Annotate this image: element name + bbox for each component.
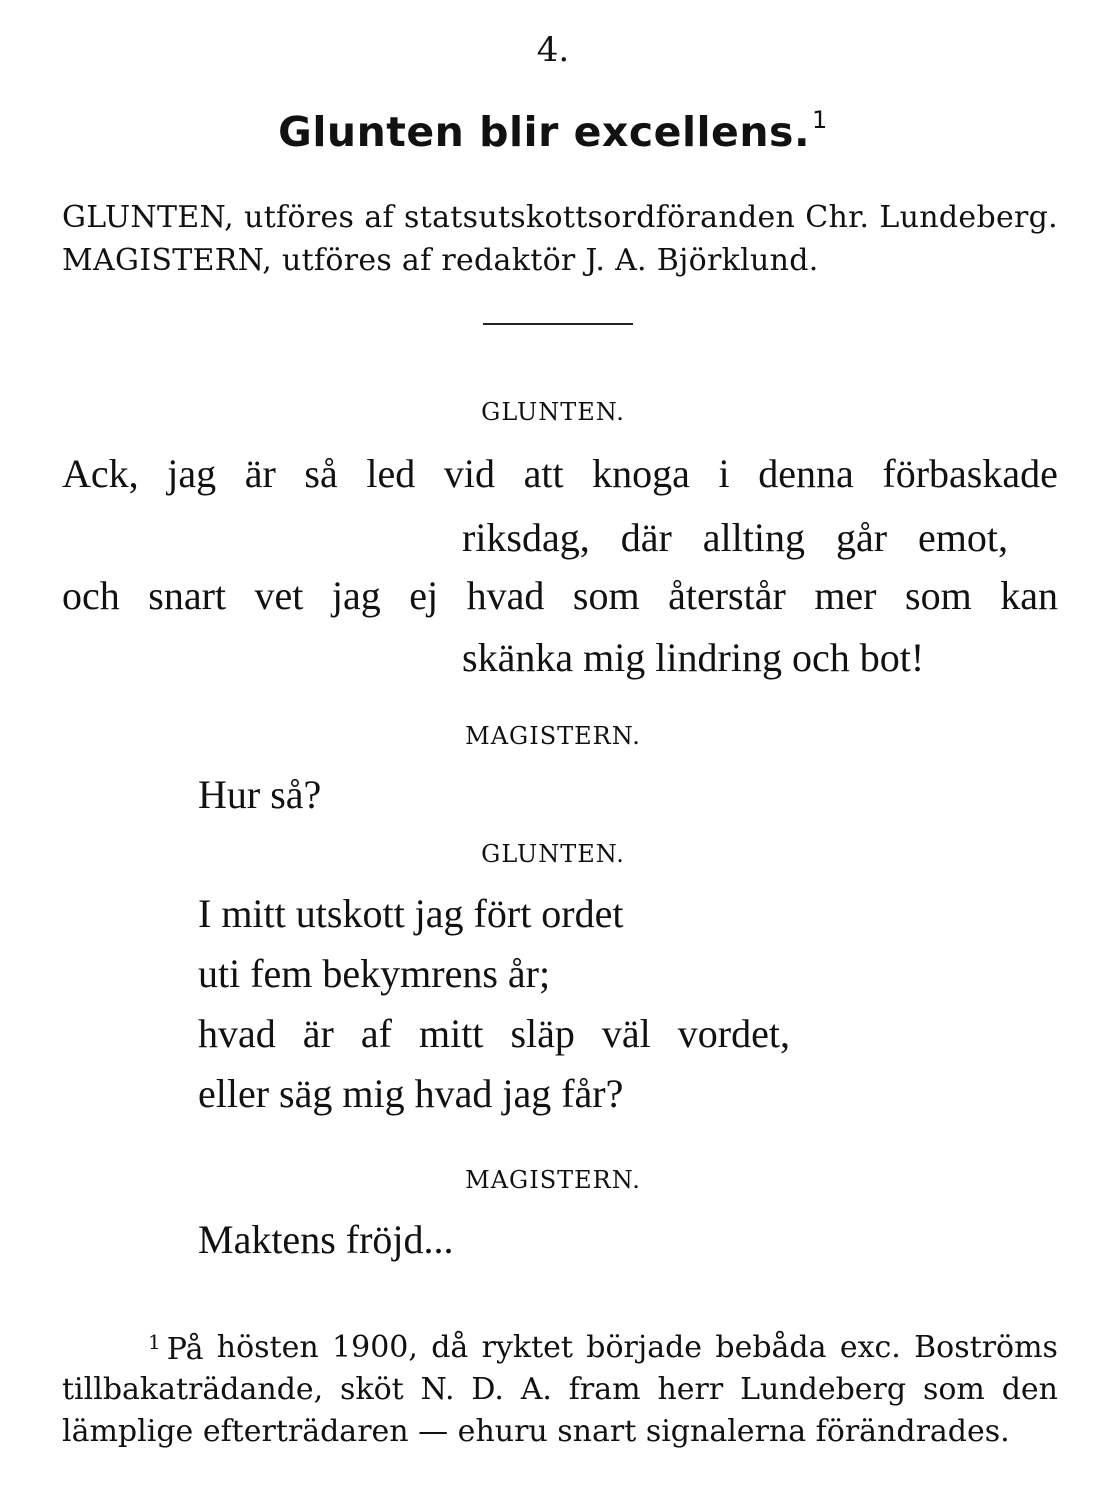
footnote-word: sköt	[340, 1372, 404, 1407]
speaker-heading: GLUNTEN.	[481, 840, 625, 868]
footnote-word-text: På	[166, 1332, 204, 1367]
verse-line	[198, 1010, 790, 1057]
verse-line: Hur så?	[198, 772, 322, 817]
verse-word: kan	[1000, 573, 1058, 618]
cast-word: af	[364, 200, 394, 235]
cast-line-glunten	[62, 200, 1058, 235]
verse-word: ej	[409, 573, 439, 618]
verse-line: uti fem bekymrens år;	[198, 951, 551, 996]
cast-word: statsutskottsordföranden	[404, 200, 796, 235]
verse-word: vet	[254, 573, 304, 618]
verse-word: så	[304, 451, 338, 496]
cast-line-magistern: MAGISTERN, utföres af redaktör J. A. Björklund.	[62, 243, 819, 278]
footnote-word: ryktet	[481, 1330, 573, 1365]
verse-word: riksdag,	[462, 515, 590, 560]
footnote-word: tillbakaträdande,	[62, 1372, 324, 1407]
verse-word: Ack,	[62, 451, 139, 496]
verse-word: hvad	[466, 573, 545, 618]
page-number: 4.	[536, 30, 570, 70]
verse-word: går	[835, 515, 888, 560]
verse-line: Maktens fröjd...	[198, 1217, 454, 1262]
verse-line	[62, 572, 1058, 619]
verse-word: led	[366, 451, 416, 496]
verse-word: släp	[510, 1011, 575, 1056]
verse-word: är	[244, 451, 276, 496]
verse-line	[62, 450, 1058, 497]
cast-word: Chr.	[805, 200, 870, 235]
footnote-word: A.	[520, 1372, 552, 1407]
footnote-line	[62, 1372, 1058, 1407]
verse-word: i	[718, 451, 730, 496]
title-text: Glunten blir excellens.	[278, 108, 811, 156]
verse-word: knoga	[592, 451, 690, 496]
footnote-line: lämplige efterträdaren — ehuru snart signalerna förändrades.	[62, 1414, 1010, 1449]
footnote-word: N.	[420, 1372, 455, 1407]
verse-word: att	[523, 451, 564, 496]
footnote-word: hösten	[216, 1330, 319, 1365]
footnote-word: 1900,	[332, 1330, 418, 1365]
verse-word: mer	[814, 573, 877, 618]
verse-word: vordet,	[677, 1011, 790, 1056]
footnote-word: bebåda	[715, 1330, 827, 1365]
verse-word: denna	[758, 451, 854, 496]
footnote-word: D.	[471, 1372, 504, 1407]
verse-word: hvad	[198, 1011, 276, 1056]
speaker-heading: MAGISTERN.	[465, 1166, 641, 1194]
verse-line: skänka mig lindring och bot!	[462, 635, 925, 680]
verse-word: och	[62, 573, 120, 618]
verse-word: är	[302, 1011, 334, 1056]
footnote-word: Boströms	[914, 1330, 1058, 1365]
verse-word: väl	[601, 1011, 651, 1056]
footnote-word: den	[1001, 1372, 1058, 1407]
footnote-word: började	[586, 1330, 703, 1365]
verse-word: emot,	[918, 515, 1008, 560]
verse-word: förbaskade	[882, 451, 1058, 496]
verse-word: mitt	[418, 1011, 484, 1056]
title-footnote-mark: 1	[812, 106, 828, 134]
verse-word: af	[360, 1011, 392, 1056]
footnote-line	[148, 1330, 1058, 1367]
cast-word: GLUNTEN,	[62, 200, 234, 235]
footnote-word: herr	[657, 1372, 724, 1407]
footnote-marker: 1	[148, 1330, 161, 1354]
verse-word: som	[572, 573, 640, 618]
speaker-heading: MAGISTERN.	[465, 722, 641, 750]
verse-word: där	[620, 515, 672, 560]
verse-word: jag	[167, 451, 217, 496]
verse-line: eller säg mig hvad jag får?	[198, 1071, 624, 1116]
footnote-word	[148, 1330, 203, 1367]
page-title	[0, 106, 1106, 156]
verse-word: vid	[443, 451, 495, 496]
verse-word: allting	[702, 515, 805, 560]
footnote-word: Lundeberg	[740, 1372, 907, 1407]
verse-line: I mitt utskott jag fört ordet	[198, 891, 624, 936]
verse-word: snart	[148, 573, 227, 618]
footnote-word: som	[922, 1372, 985, 1407]
section-divider	[483, 323, 633, 325]
verse-word: återstår	[668, 573, 786, 618]
cast-word: utföres	[244, 200, 355, 235]
verse-line	[462, 514, 1008, 561]
footnote-word: exc.	[839, 1330, 901, 1365]
speaker-heading: GLUNTEN.	[481, 398, 625, 426]
footnote-word: då	[431, 1330, 469, 1365]
cast-word: Lundeberg.	[879, 200, 1058, 235]
footnote-word: fram	[568, 1372, 641, 1407]
verse-word: som	[905, 573, 972, 618]
verse-word: jag	[331, 573, 381, 618]
